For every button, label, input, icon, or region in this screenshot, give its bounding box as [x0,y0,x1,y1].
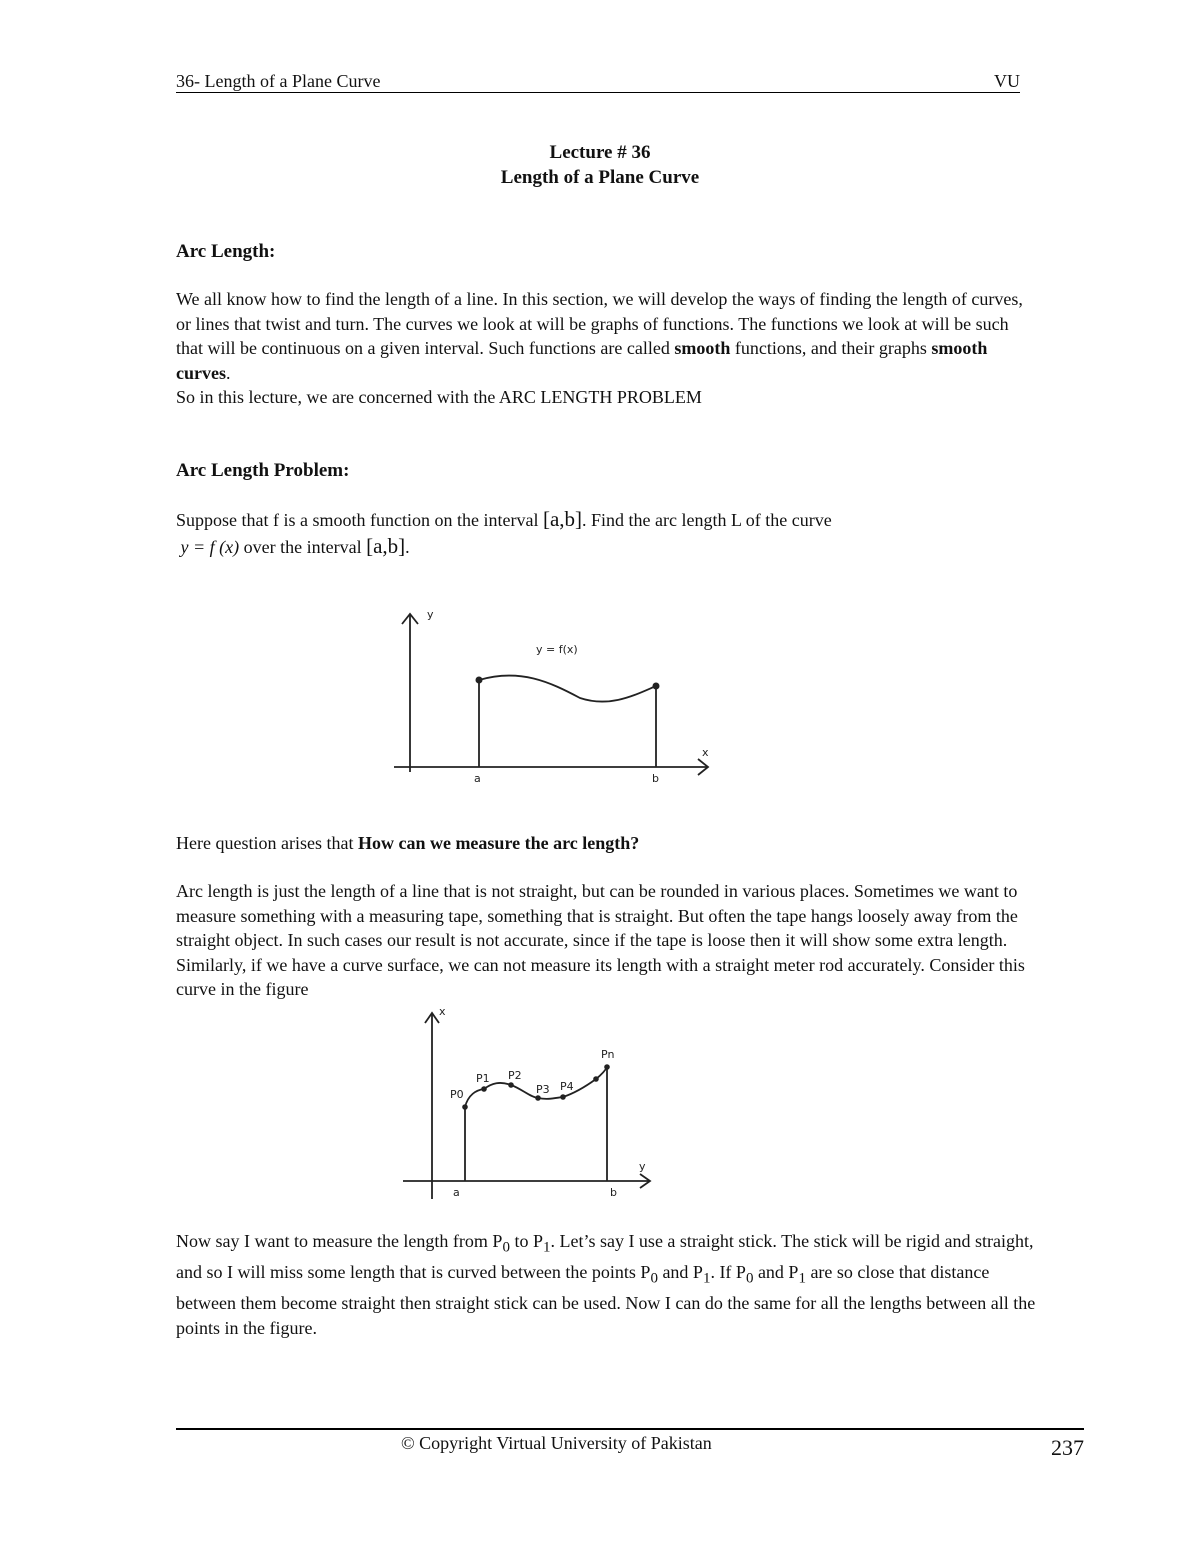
paragraph-arc-explanation: Arc length is just the length of a line that is not straight, but can be rounded in various places. Sometimes we want to measure something with a measuring tape, something that is straight. But often the tape hangs loosely away from the straight object. In such cases our result is not accurate, since if the tape is loose then it will show some extra length. Similarly, if we have a curve surface, we can not measure its length with a straight meter rod accurately. Consider this curve in the figure [176,881,1025,999]
p4-text-7: are so close that distance between them become straight then straight stick can be used. Now I can do the same for all the lengths between all the points in the figure. [176,1262,1036,1338]
question-bold: How can we measure the arc length? [357,833,640,853]
heading-arc-length-problem: Arc Length Problem: [176,460,350,481]
lecture-number: Lecture # 36 [549,142,651,163]
problem-period: . [405,537,410,557]
fig1-y-label: y [427,608,434,621]
running-header [176,70,1020,93]
figure-partitioned-curve [400,1005,660,1205]
term-smooth-curves: smooth curves [176,338,988,383]
problem-text: Suppose that f is a smooth function on the interval [176,510,543,530]
p4-text-3: . Let’s say I use a straight stick. The stick will be rigid and straight, and so I will miss some length that is curved between the points P [176,1231,1034,1283]
fig2-p1-label: P1 [476,1072,490,1085]
figure-curve-y-fx [390,600,720,790]
sub-0c: 0 [745,1270,754,1287]
term-smooth: smooth [674,338,731,358]
fig2-vert-label: x [439,1005,446,1018]
paragraph-intro [176,287,1036,410]
p4-text-4: and P [657,1262,703,1283]
p4-text-6: and P [753,1262,799,1283]
equation-y-fx: y = f (x) [180,537,240,557]
p4-text-2: to P [509,1231,543,1251]
sub-1c: 1 [798,1270,806,1287]
interval-ab: [a,b] [542,507,583,531]
fig2-p3-label: P3 [536,1083,550,1096]
fig2-a-label: a [453,1186,460,1199]
interval-ab-2: [a,b] [366,534,406,558]
fig1-a-label: a [474,772,481,785]
footer-rule [176,1428,1084,1430]
header-vu: VU [994,71,1020,91]
problem-text-2: . Find the arc length L of the curve [582,510,832,530]
p4-text-1: Now say I want to measure the length from P [176,1231,503,1251]
sub-0b: 0 [650,1270,658,1287]
intro-text-2: functions, and their graphs [730,338,932,358]
fig1-b-label: b [652,772,659,785]
intro-text: We all know how to find the length of a line. In this section, we will develop the ways of finding the length of curves, or lines that twist and turn. The curves we look at will be graphs of functions. The functions we look at will be such that will be continuous on a given interval. Such functions are called [176,289,1023,358]
fig1-curve-label: y = f(x) [536,643,578,656]
sub-1: 1 [542,1239,551,1256]
paragraph-problem [176,506,1036,560]
copyright: © Copyright Virtual University of Pakistan [401,1433,712,1453]
intro-period: . [225,362,231,383]
fig2-horiz-label: y [639,1160,646,1173]
fig2-p2-label: P2 [508,1069,522,1082]
sub-0: 0 [502,1239,510,1256]
arc-length-problem-line: So in this lecture, we are concerned with the ARC LENGTH PROBLEM [176,387,702,407]
p4-text-5: . If P [710,1262,746,1283]
problem-text-3: over the interval [239,537,367,557]
question-lead: Here question arises that [176,833,358,853]
header-title: 36- Length of a Plane Curve [176,71,381,91]
fig1-x-label: x [702,746,709,759]
question-line [176,831,1036,856]
sub-1b: 1 [702,1270,711,1287]
paragraph-straight-stick [176,1229,1036,1340]
fig2-p0-label: P0 [450,1088,464,1101]
fig2-pn-label: Pn [601,1048,615,1061]
fig2-b-label: b [610,1186,617,1199]
lecture-title: Length of a Plane Curve [500,167,700,188]
heading-arc-length: Arc Length: [176,241,276,262]
page-number: 237 [1051,1435,1084,1460]
fig2-p4-label: P4 [560,1080,574,1093]
